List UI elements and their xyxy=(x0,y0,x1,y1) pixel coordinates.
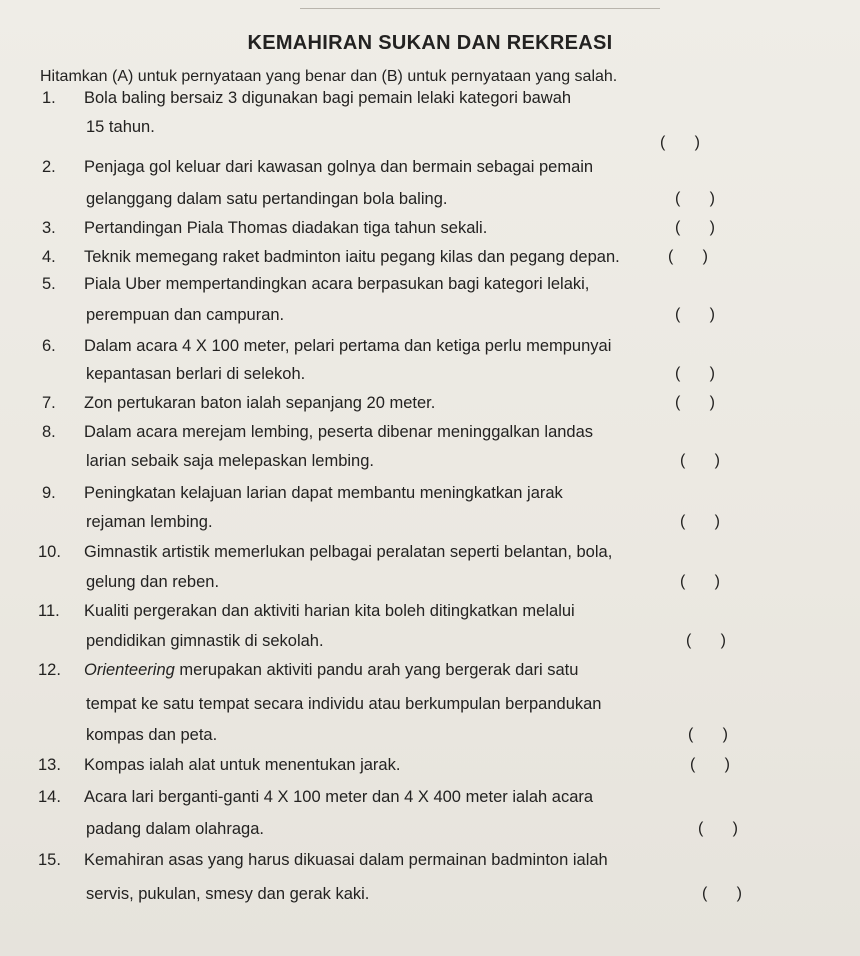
close-paren: ) xyxy=(709,365,715,382)
page-title: KEMAHIRAN SUKAN DAN REKREASI xyxy=(247,32,613,54)
answer-bracket[interactable] xyxy=(688,726,728,744)
question-number: 14. xyxy=(38,788,61,806)
question-text-line: Bola baling bersaiz 3 digunakan bagi pemain lelaki kategori bawah xyxy=(84,89,572,107)
open-paren: ( xyxy=(688,726,694,743)
question-number: 5. xyxy=(42,275,56,293)
question-text-line: gelung dan reben. xyxy=(86,573,220,591)
question-number: 9. xyxy=(42,484,56,502)
question-text-line: tempat ke satu tempat secara individu atau berkumpulan berpandukan xyxy=(86,695,602,713)
answer-bracket[interactable] xyxy=(675,190,715,208)
question-number: 7. xyxy=(42,394,56,412)
question-text-line: gelanggang dalam satu pertandingan bola baling. xyxy=(86,190,448,208)
question-text-line: Kualiti pergerakan dan aktiviti harian kita boleh ditingkatkan melalui xyxy=(84,602,575,620)
question-number: 6. xyxy=(42,337,56,355)
open-paren: ( xyxy=(675,394,681,411)
question-text-line: perempuan dan campuran. xyxy=(86,306,285,324)
close-paren: ) xyxy=(709,306,715,323)
question-number: 4. xyxy=(42,248,56,266)
question-text-line: Gimnastik artistik memerlukan pelbagai peralatan seperti belantan, bola, xyxy=(84,543,613,561)
question-text-line: Acara lari berganti-ganti 4 X 100 meter dan 4 X 400 meter ialah acara xyxy=(84,788,594,806)
close-paren: ) xyxy=(722,726,728,743)
open-paren: ( xyxy=(690,756,696,773)
question-number: 8. xyxy=(42,423,56,441)
answer-bracket[interactable] xyxy=(675,306,715,324)
close-paren: ) xyxy=(709,219,715,236)
question-text-line: Zon pertukaran baton ialah sepanjang 20 meter. xyxy=(84,394,436,412)
question-text-line: Orienteering merupakan aktiviti pandu arah yang bergerak dari satu xyxy=(84,661,579,679)
answer-bracket[interactable] xyxy=(675,394,715,412)
question-text-line: larian sebaik saja melepaskan lembing. xyxy=(86,452,374,470)
question-number: 11. xyxy=(38,602,60,620)
close-paren: ) xyxy=(732,820,738,837)
answer-bracket[interactable] xyxy=(702,885,742,903)
open-paren: ( xyxy=(680,573,686,590)
close-paren: ) xyxy=(694,134,700,151)
close-paren: ) xyxy=(714,573,720,590)
open-paren: ( xyxy=(675,365,681,382)
open-paren: ( xyxy=(680,452,686,469)
question-number: 15. xyxy=(38,851,61,869)
close-paren: ) xyxy=(724,756,730,773)
question-text-line: servis, pukulan, smesy dan gerak kaki. xyxy=(86,885,370,903)
question-text-line: 15 tahun. xyxy=(86,118,155,136)
question-text-line: kompas dan peta. xyxy=(86,726,218,744)
question-text-line: pendidikan gimnastik di sekolah. xyxy=(86,632,324,650)
answer-bracket[interactable] xyxy=(680,513,720,531)
close-paren: ) xyxy=(720,632,726,649)
question-number: 2. xyxy=(42,158,56,176)
question-number: 13. xyxy=(38,756,61,774)
answer-bracket[interactable] xyxy=(690,756,730,774)
question-text-line: padang dalam olahraga. xyxy=(86,820,264,838)
answer-bracket[interactable] xyxy=(680,573,720,591)
close-paren: ) xyxy=(709,190,715,207)
close-paren: ) xyxy=(736,885,742,902)
question-text-line: Kemahiran asas yang harus dikuasai dalam permainan badminton ialah xyxy=(84,851,608,869)
question-text-line: Piala Uber mempertandingkan acara berpasukan bagi kategori lelaki, xyxy=(84,275,590,293)
open-paren: ( xyxy=(675,306,681,323)
close-paren: ) xyxy=(714,452,720,469)
answer-bracket[interactable] xyxy=(686,632,726,650)
question-number: 12. xyxy=(38,661,61,679)
question-text-line: Dalam acara merejam lembing, peserta dibenar meninggalkan landas xyxy=(84,423,594,441)
open-paren: ( xyxy=(668,248,674,265)
question-text-line: Dalam acara 4 X 100 meter, pelari pertama dan ketiga perlu mempunyai xyxy=(84,337,612,355)
question-text-line: Kompas ialah alat untuk menentukan jarak. xyxy=(84,756,401,774)
answer-bracket[interactable] xyxy=(680,452,720,470)
answer-bracket[interactable] xyxy=(698,820,738,838)
open-paren: ( xyxy=(660,134,666,151)
open-paren: ( xyxy=(698,820,704,837)
answer-bracket[interactable] xyxy=(675,219,715,237)
answer-bracket[interactable] xyxy=(675,365,715,383)
answer-bracket[interactable] xyxy=(668,248,708,266)
question-text-line: Pertandingan Piala Thomas diadakan tiga tahun sekali. xyxy=(84,219,488,237)
close-paren: ) xyxy=(702,248,708,265)
question-text-line: rejaman lembing. xyxy=(86,513,213,531)
question-text-line: kepantasan berlari di selekoh. xyxy=(86,365,306,383)
open-paren: ( xyxy=(675,190,681,207)
answer-bracket[interactable] xyxy=(660,134,700,152)
instruction-text: Hitamkan (A) untuk pernyataan yang benar dan (B) untuk pernyataan yang salah. xyxy=(40,68,618,85)
open-paren: ( xyxy=(675,219,681,236)
open-paren: ( xyxy=(680,513,686,530)
question-number: 10. xyxy=(38,543,61,561)
open-paren: ( xyxy=(686,632,692,649)
question-text-line: Peningkatan kelajuan larian dapat membantu meningkatkan jarak xyxy=(84,484,563,502)
question-number: 1. xyxy=(42,89,56,107)
top-rule xyxy=(300,8,660,9)
close-paren: ) xyxy=(714,513,720,530)
question-text-line: Penjaga gol keluar dari kawasan golnya dan bermain sebagai pemain xyxy=(84,158,594,176)
question-number: 3. xyxy=(42,219,56,237)
question-text-line: Teknik memegang raket badminton iaitu pegang kilas dan pegang depan. xyxy=(84,248,620,266)
open-paren: ( xyxy=(702,885,708,902)
close-paren: ) xyxy=(709,394,715,411)
